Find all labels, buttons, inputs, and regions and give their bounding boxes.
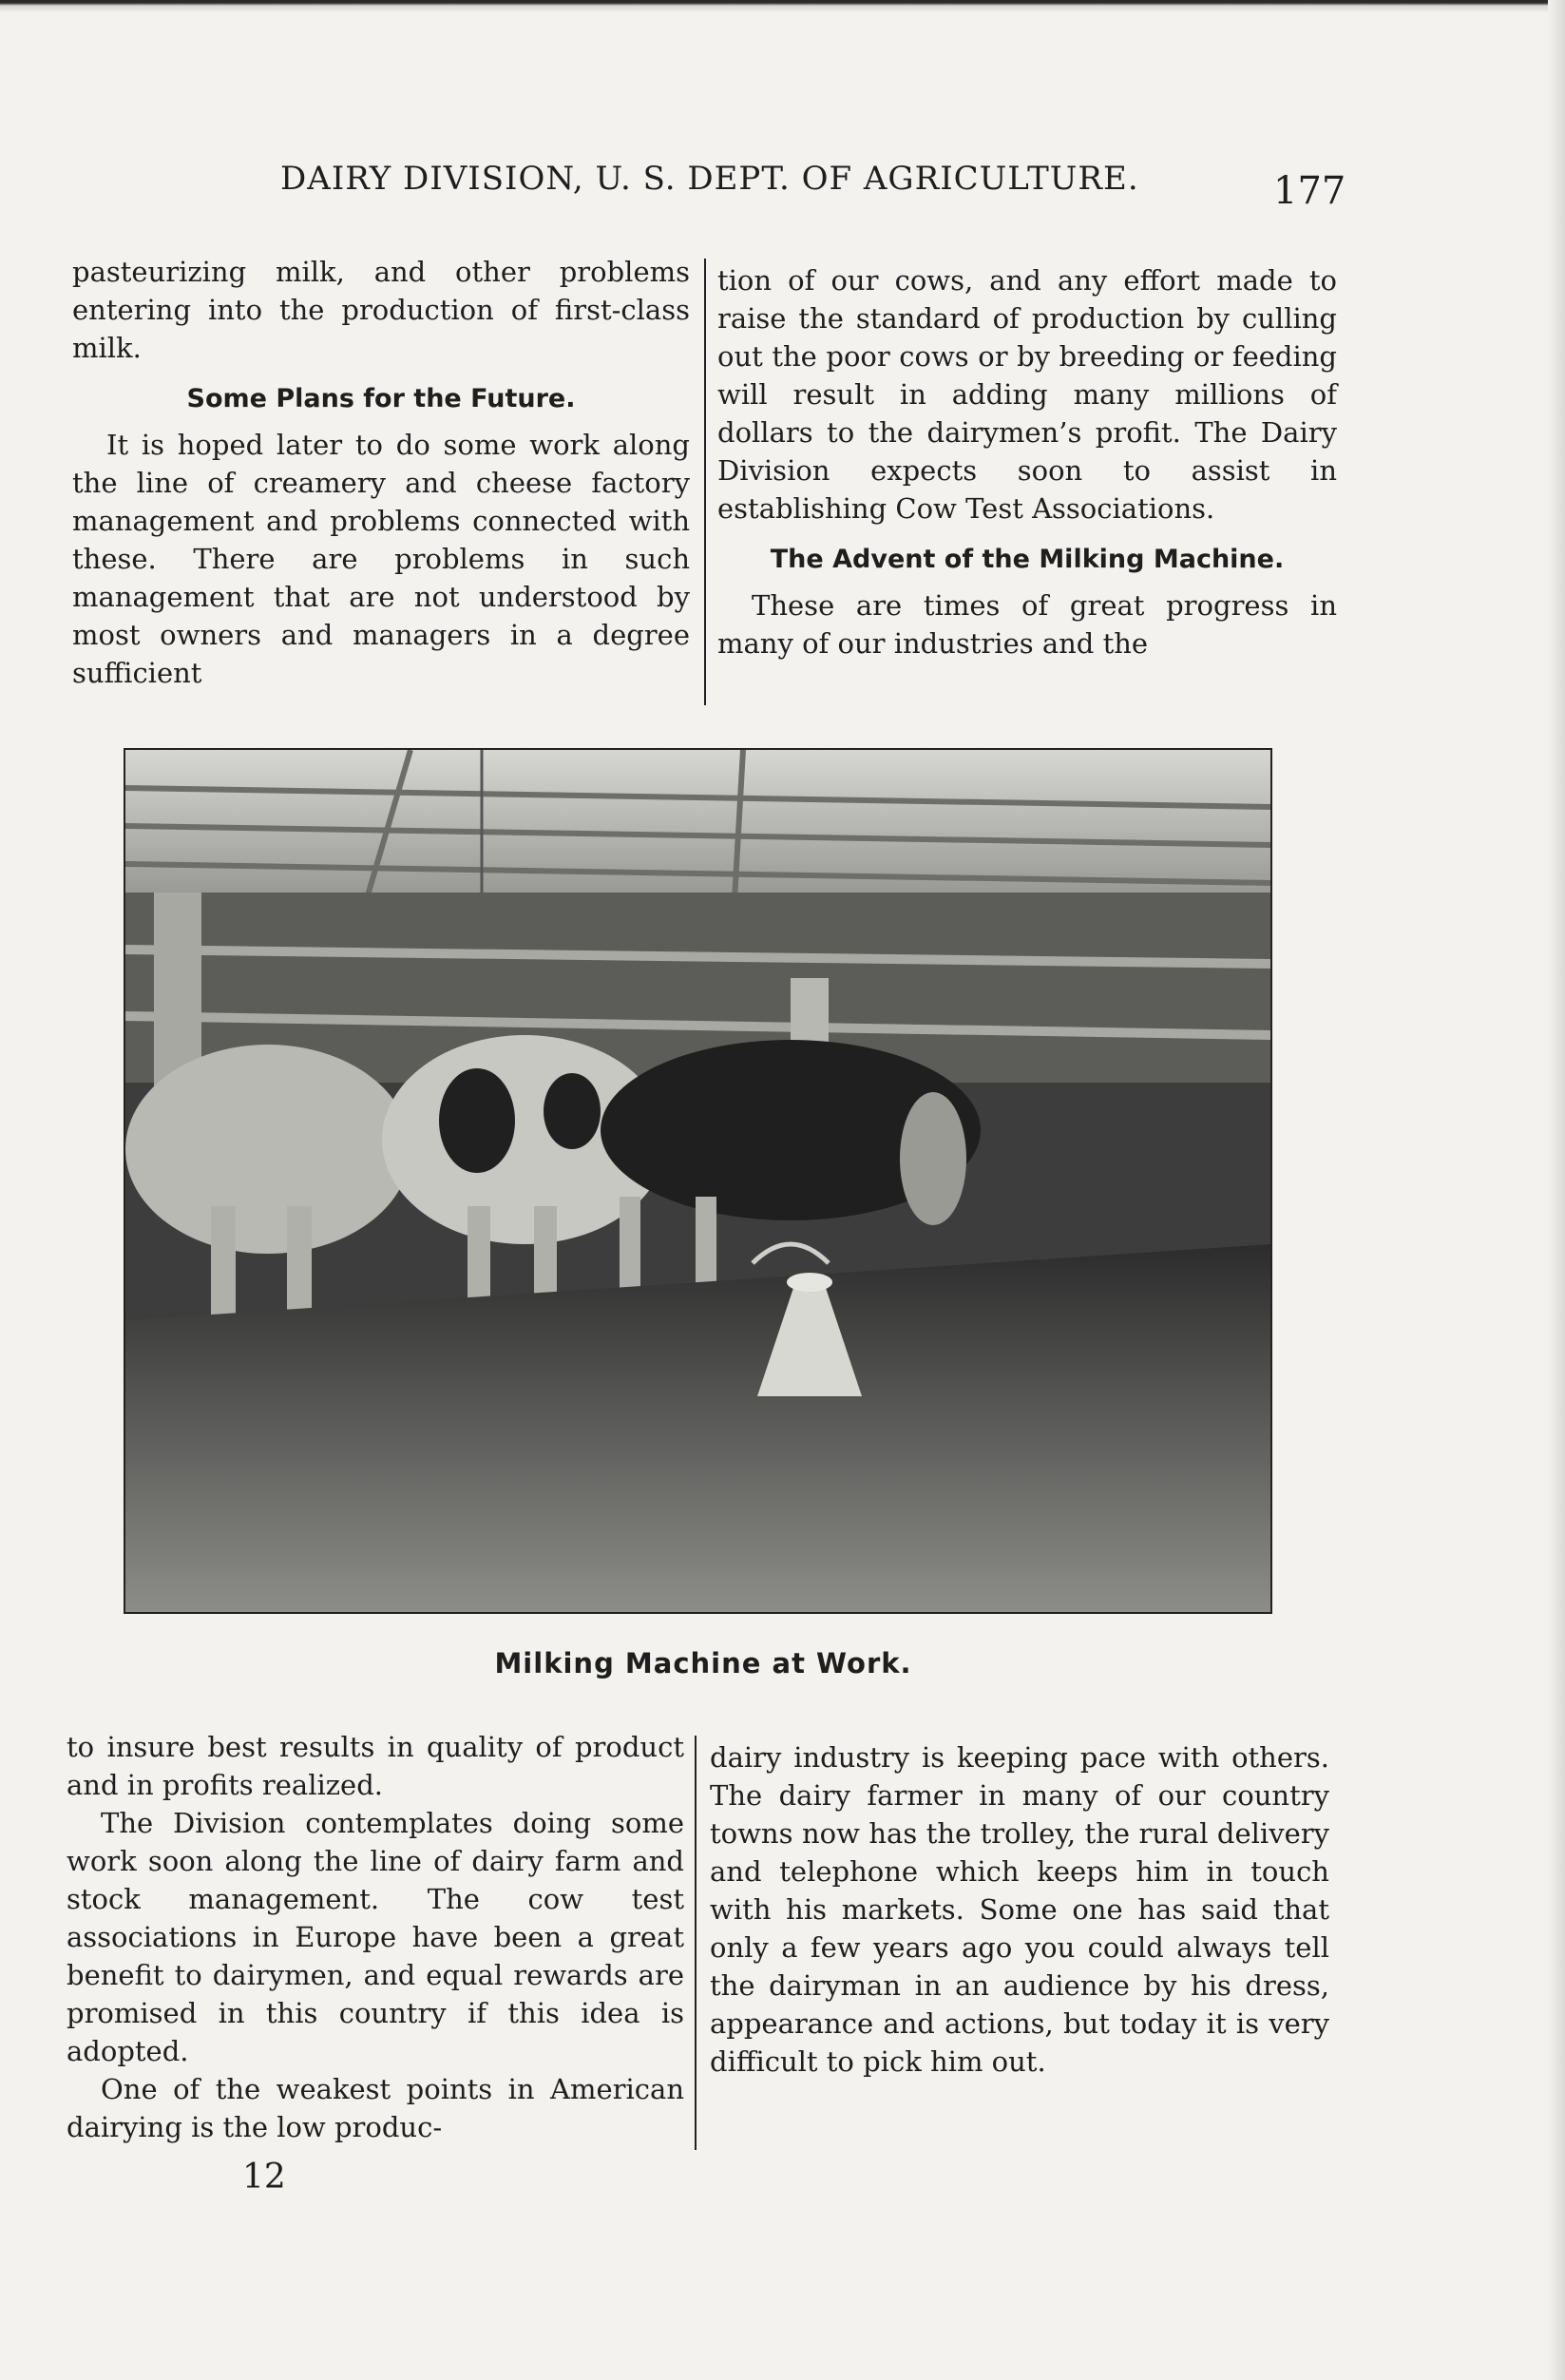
paragraph: to insure best results in quality of product and in profits realized. [67, 1731, 684, 1801]
paragraph: One of the weakest points in American dairying is the low produc- [67, 2073, 684, 2143]
page-right-edge [1548, 0, 1565, 2380]
section-heading: The Advent of the Milking Machine. [770, 545, 1285, 574]
paragraph: tion of our cows, and any effort made to raise the standard of production by culling out the poor cows or by breeding or feeding will result in adding many millions of dollars to the dairymen’s profit. The Dairy Division expects soon to assist in establishing Cow Test Associations. [717, 264, 1337, 525]
bottom-right-column [710, 1738, 1329, 2081]
paragraph: These are times of great progress in many of our industries and the [717, 589, 1337, 660]
section-heading: Some Plans for the Future. [186, 384, 576, 413]
barn-scene-illustration [125, 750, 1270, 1612]
top-right-column [717, 261, 1337, 662]
column-rule [695, 1736, 697, 2150]
running-title: DAIRY DIVISION, U. S. DEPT. OF AGRICULTURE. [280, 160, 1139, 198]
paragraph: It is hoped later to do some work along the line of creamery and cheese factory management and problems connected with these. There are problems in such management that are not understood by most owners and managers in a degree sufficient [72, 429, 690, 689]
paragraph: pasteurizing milk, and other problems entering into the production of first-class milk. [72, 256, 690, 364]
paragraph: dairy industry is keeping pace with others. The dairy farmer in many of our country towns now has the trolley, the rural delivery and telephone which keeps him in touch with his markets. Some one has said that only a few years ago you could always tell the dairyman in an audience by his dress, appearance and actions, but today it is very difficult to pick him out. [710, 1741, 1329, 2078]
figure-caption: Milking Machine at Work. [494, 1647, 912, 1679]
page-top-edge [0, 0, 1565, 13]
bottom-left-column [67, 1728, 684, 2146]
signature-mark: 12 [242, 2158, 286, 2197]
page-number: 177 [1273, 169, 1346, 213]
paragraph: The Division contemplates doing some work soon along the line of dairy farm and stock management. The cow test associations in Europe have been a great benefit to dairymen, and equal rewards are promised in this country if this idea is adopted. [67, 1807, 684, 2067]
milking-machine-photo [124, 748, 1272, 1614]
top-left-column [72, 253, 690, 692]
column-rule [704, 259, 706, 705]
